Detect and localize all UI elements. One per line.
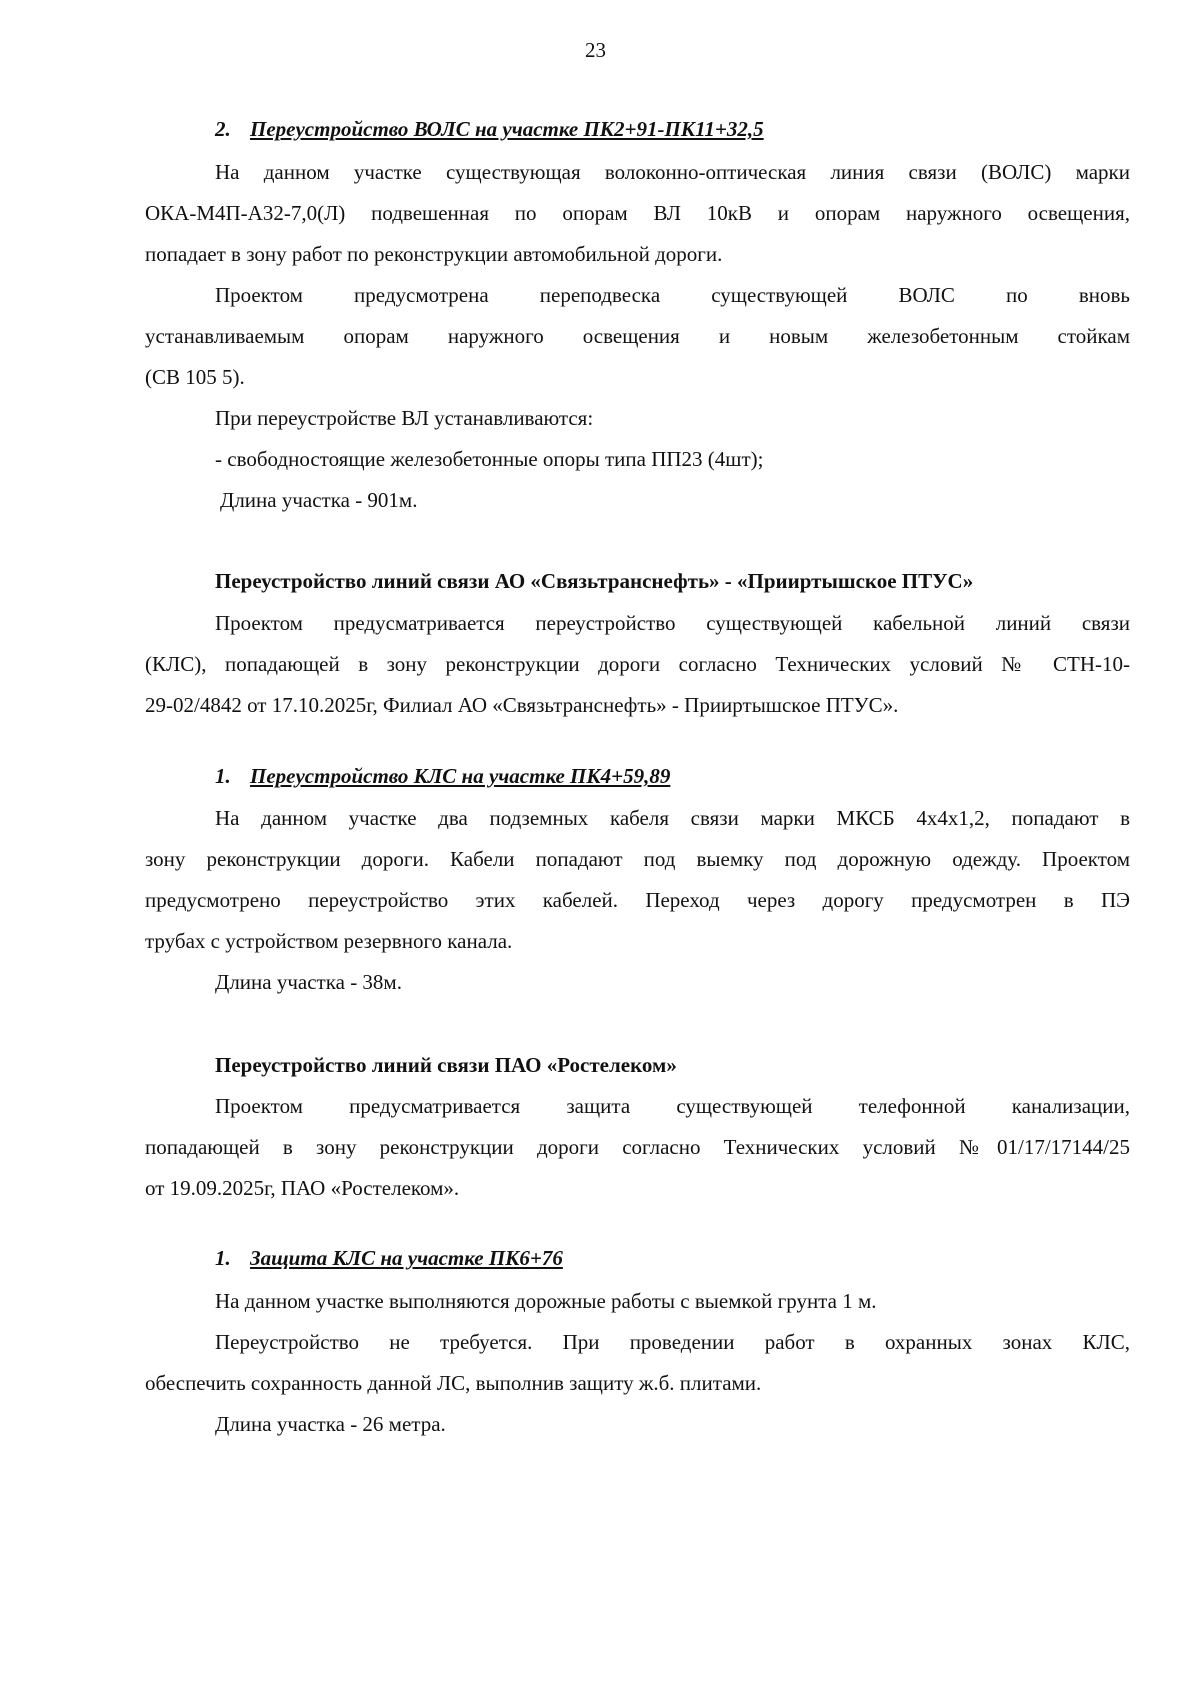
transneft-p3: Длина участка - 38м. xyxy=(215,970,402,994)
volc-p5: Длина участка - 901м. xyxy=(220,488,418,512)
rostelecom-title: Переустройство линий связи ПАО «Ростелеком» xyxy=(215,1053,677,1077)
rostelecom-p4: Длина участка - 26 метра. xyxy=(215,1412,446,1436)
transneft-p1-line2: (КЛС), попадающей в зону реконструкции дороги согласно Технических условий № СТН-10- xyxy=(145,652,1130,676)
volc-p1-line1: На данном участке существующая волоконно-оптическая линия связи (ВОЛС) марки xyxy=(215,160,1130,184)
transneft-p2-line3: предусмотрено переустройство этих кабелей. Переход через дорогу предусмотрен в ПЭ xyxy=(145,888,1130,912)
rostelecom-p3-line2: обеспечить сохранность данной ЛС, выполнив защиту ж.б. плитами. xyxy=(145,1371,762,1395)
transneft-p2-line4: трубах с устройством резервного канала. xyxy=(145,929,513,953)
heading-kls-pk6-text: Защита КЛС на участке ПК6+76 xyxy=(250,1246,563,1270)
heading-volc xyxy=(215,119,764,140)
heading-kls-pk6 xyxy=(215,1248,563,1269)
volc-p3: При переустройстве ВЛ устанавливаются: xyxy=(215,406,594,430)
heading-kls-pk4 xyxy=(215,766,670,787)
rostelecom-p1-line3: от 19.09.2025г, ПАО «Ростелеком». xyxy=(145,1176,460,1200)
heading-kls-pk4-number: 1. xyxy=(215,764,231,788)
volc-p2-line3: (СВ 105 5). xyxy=(145,365,245,389)
heading-kls-pk4-text: Переустройство КЛС на участке ПК4+59,89 xyxy=(250,764,671,788)
transneft-p2-line1: На данном участке два подземных кабеля связи марки МКСБ 4х4х1,2, попадают в xyxy=(215,806,1130,830)
rostelecom-p2: На данном участке выполняются дорожные работы с выемкой грунта 1 м. xyxy=(215,1289,877,1313)
transneft-title: Переустройство линий связи АО «Связьтранснефть» - «Прииртышское ПТУС» xyxy=(215,569,974,593)
volc-p2-line1: Проектом предусмотрена переподвеска существующей ВОЛС по вновь xyxy=(215,283,1130,307)
rostelecom-p1-line1: Проектом предусматривается защита существующей телефонной канализации, xyxy=(215,1094,1130,1118)
transneft-p1-line3: 29-02/4842 от 17.10.2025г, Филиал АО «Связьтранснефть» - Прииртышское ПТУС». xyxy=(145,693,899,717)
heading-kls-pk6-number: 1. xyxy=(215,1246,231,1270)
page-number: 23 xyxy=(585,38,606,62)
rostelecom-p3-line1: Переустройство не требуется. При проведении работ в охранных зонах КЛС, xyxy=(215,1330,1130,1354)
heading-volc-text: Переустройство ВОЛС на участке ПК2+91-ПК11+32,5 xyxy=(250,117,764,141)
volc-p1-line2: ОКА-М4П-А32-7,0(Л) подвешенная по опорам ВЛ 10кВ и опорам наружного освещения, xyxy=(145,201,1130,225)
rostelecom-p1-line2: попадающей в зону реконструкции дороги согласно Технических условий №01/17/17144/25 xyxy=(145,1135,1130,1159)
heading-volc-number: 2. xyxy=(215,117,231,141)
transneft-p1-line1: Проектом предусматривается переустройство существующей кабельной линий связи xyxy=(215,611,1130,635)
volc-p4: - свободностоящие железобетонные опоры типа ПП23 (4шт); xyxy=(215,447,764,471)
volc-p1-line3: попадает в зону работ по реконструкции автомобильной дороги. xyxy=(145,242,723,266)
transneft-p2-line2: зону реконструкции дороги. Кабели попадают под выемку под дорожную одежду. Проектом xyxy=(145,847,1130,871)
volc-p2-line2: устанавливаемым опорам наружного освещения и новым железобетонным стойкам xyxy=(145,324,1130,348)
